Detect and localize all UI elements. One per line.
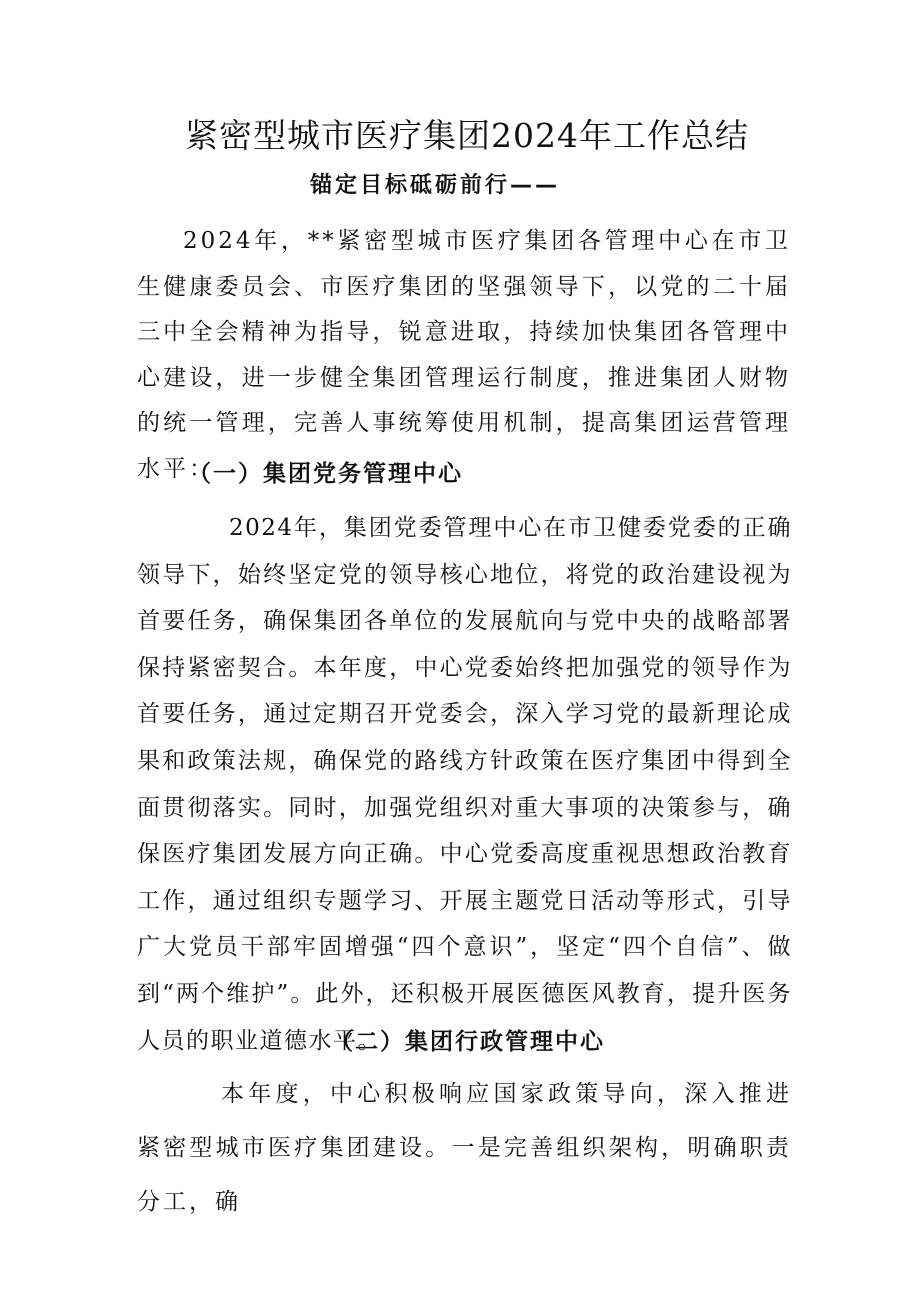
section-heading-administration: （二）集团行政管理中心	[330, 1029, 605, 1055]
intro-paragraph: 2024年，**紧密型城市医疗集团各管理中心在市卫生健康委员会、市医疗集团的坚强领导下，以党的二十届三中全会精神为指导，锐意进取，持续加快集团各管理中心建设，进一步健全集团管理运行制度，推进集团人财物的统一管理，完善人事统筹使用机制，提高集团运营管理水平：	[137, 228, 791, 482]
section-body-administration: 本年度，中心积极响应国家政策导向，深入推进紧密型城市医疗集团建设。一是完善组织架构，明确职责分工，确	[137, 1081, 792, 1215]
document-subtitle: 锚定目标砥砺前行——	[310, 173, 561, 198]
section-body-party-affairs: 2024年，集团党委管理中心在市卫健委党委的正确领导下，始终坚定党的领导核心地位，将党的政治建设视为首要任务，确保集团各单位的发展航向与党中央的战略部署保持紧密契合。本年度，中心党委始终把加强党的领导作为首要任务，通过定期召开党委会，深入学习党的最新理论成果和政策法规，确保党的路线方针政策在医疗集团中得到全面贯彻落实。同时，加强党组织对重大事项的决策参与，确保医疗集团发展方向正确。中心党委高度重视思想政治教育工作，通过组织专题学习、开展主题党日活动等形式，引导广大党员干部牢固增强“四个意识”，坚定“四个自信”、做到“两个维护”。此外，还积极开展医德医风教育，提升医务人员的职业道德水平。	[137, 515, 792, 1054]
document-title: 紧密型城市医疗集团2024年工作总结	[185, 116, 749, 155]
section-heading-party-affairs: （一）集团党务管理中心	[188, 461, 463, 487]
